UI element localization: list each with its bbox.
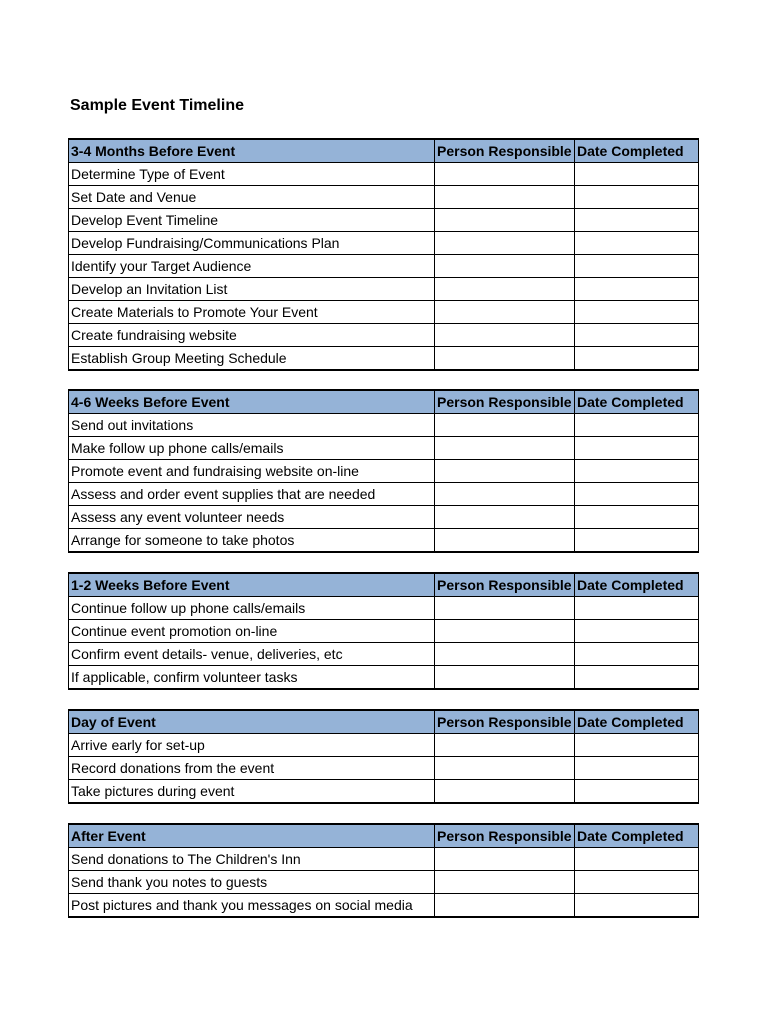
task-row	[69, 324, 699, 347]
task-name: Take pictures during event	[69, 780, 435, 804]
person-responsible-cell[interactable]	[435, 871, 575, 894]
section-table-1-2-weeks-before	[68, 572, 699, 690]
date-completed-cell[interactable]	[575, 597, 699, 620]
person-responsible-cell[interactable]	[435, 186, 575, 209]
task-row	[69, 597, 699, 620]
date-completed-cell[interactable]	[575, 871, 699, 894]
person-responsible-header: Person Responsible	[435, 139, 575, 163]
task-name: Identify your Target Audience	[69, 255, 435, 278]
date-completed-cell[interactable]	[575, 301, 699, 324]
person-responsible-cell[interactable]	[435, 529, 575, 553]
task-row	[69, 209, 699, 232]
task-name: Make follow up phone calls/emails	[69, 437, 435, 460]
date-completed-cell[interactable]	[575, 620, 699, 643]
date-completed-cell[interactable]	[575, 232, 699, 255]
date-completed-cell[interactable]	[575, 734, 699, 757]
person-responsible-header: Person Responsible	[435, 824, 575, 848]
date-completed-cell[interactable]	[575, 163, 699, 186]
task-name: If applicable, confirm volunteer tasks	[69, 666, 435, 690]
section-table-4-6-weeks-before	[68, 389, 699, 553]
person-responsible-cell[interactable]	[435, 278, 575, 301]
task-name: Determine Type of Event	[69, 163, 435, 186]
person-responsible-cell[interactable]	[435, 347, 575, 371]
date-completed-cell[interactable]	[575, 848, 699, 871]
date-completed-cell[interactable]	[575, 529, 699, 553]
date-completed-header: Date Completed	[575, 710, 699, 734]
task-row	[69, 848, 699, 871]
task-row	[69, 620, 699, 643]
task-name: Confirm event details- venue, deliveries, etc	[69, 643, 435, 666]
task-name: Send thank you notes to guests	[69, 871, 435, 894]
task-row	[69, 894, 699, 918]
task-row	[69, 163, 699, 186]
person-responsible-header: Person Responsible	[435, 390, 575, 414]
person-responsible-header: Person Responsible	[435, 573, 575, 597]
task-row	[69, 757, 699, 780]
section-table-day-of-event	[68, 709, 699, 804]
task-row	[69, 347, 699, 371]
task-row	[69, 301, 699, 324]
date-completed-header: Date Completed	[575, 824, 699, 848]
section-header-row	[69, 139, 699, 163]
section-table-after-event	[68, 823, 699, 918]
date-completed-cell[interactable]	[575, 186, 699, 209]
task-row	[69, 734, 699, 757]
task-name: Send donations to The Children's Inn	[69, 848, 435, 871]
task-row	[69, 414, 699, 437]
task-row	[69, 483, 699, 506]
date-completed-cell[interactable]	[575, 780, 699, 804]
person-responsible-cell[interactable]	[435, 848, 575, 871]
person-responsible-cell[interactable]	[435, 506, 575, 529]
task-name: Develop an Invitation List	[69, 278, 435, 301]
section-header-row	[69, 710, 699, 734]
task-row	[69, 232, 699, 255]
task-name: Develop Fundraising/Communications Plan	[69, 232, 435, 255]
section-heading: Day of Event	[69, 710, 435, 734]
task-name: Arrange for someone to take photos	[69, 529, 435, 553]
task-row	[69, 871, 699, 894]
date-completed-cell[interactable]	[575, 483, 699, 506]
section-heading: 3-4 Months Before Event	[69, 139, 435, 163]
date-completed-cell[interactable]	[575, 666, 699, 690]
task-name: Continue follow up phone calls/emails	[69, 597, 435, 620]
section-header-row	[69, 824, 699, 848]
person-responsible-header: Person Responsible	[435, 710, 575, 734]
date-completed-cell[interactable]	[575, 506, 699, 529]
task-row	[69, 780, 699, 804]
person-responsible-cell[interactable]	[435, 620, 575, 643]
person-responsible-cell[interactable]	[435, 255, 575, 278]
person-responsible-cell[interactable]	[435, 163, 575, 186]
date-completed-cell[interactable]	[575, 437, 699, 460]
person-responsible-cell[interactable]	[435, 597, 575, 620]
date-completed-cell[interactable]	[575, 278, 699, 301]
task-name: Continue event promotion on-line	[69, 620, 435, 643]
task-row	[69, 460, 699, 483]
date-completed-cell[interactable]	[575, 255, 699, 278]
task-row	[69, 278, 699, 301]
task-name: Assess and order event supplies that are needed	[69, 483, 435, 506]
person-responsible-cell[interactable]	[435, 780, 575, 804]
date-completed-cell[interactable]	[575, 757, 699, 780]
date-completed-header: Date Completed	[575, 573, 699, 597]
task-name: Create fundraising website	[69, 324, 435, 347]
person-responsible-cell[interactable]	[435, 666, 575, 690]
section-header-row	[69, 390, 699, 414]
person-responsible-cell[interactable]	[435, 757, 575, 780]
task-row	[69, 186, 699, 209]
date-completed-cell[interactable]	[575, 324, 699, 347]
task-name: Record donations from the event	[69, 757, 435, 780]
date-completed-cell[interactable]	[575, 414, 699, 437]
person-responsible-cell[interactable]	[435, 414, 575, 437]
task-row	[69, 255, 699, 278]
section-heading: 4-6 Weeks Before Event	[69, 390, 435, 414]
person-responsible-cell[interactable]	[435, 734, 575, 757]
date-completed-cell[interactable]	[575, 894, 699, 918]
task-row	[69, 643, 699, 666]
person-responsible-cell[interactable]	[435, 209, 575, 232]
section-heading: After Event	[69, 824, 435, 848]
date-completed-cell[interactable]	[575, 643, 699, 666]
task-name: Create Materials to Promote Your Event	[69, 301, 435, 324]
page-title: Sample Event Timeline	[70, 97, 244, 114]
task-row	[69, 666, 699, 690]
section-heading: 1-2 Weeks Before Event	[69, 573, 435, 597]
task-name: Establish Group Meeting Schedule	[69, 347, 435, 371]
section-header-row	[69, 573, 699, 597]
date-completed-cell[interactable]	[575, 209, 699, 232]
task-row	[69, 506, 699, 529]
task-name: Send out invitations	[69, 414, 435, 437]
task-name: Promote event and fundraising website on-line	[69, 460, 435, 483]
task-name: Develop Event Timeline	[69, 209, 435, 232]
person-responsible-cell[interactable]	[435, 301, 575, 324]
person-responsible-cell[interactable]	[435, 894, 575, 918]
person-responsible-cell[interactable]	[435, 324, 575, 347]
task-name: Assess any event volunteer needs	[69, 506, 435, 529]
task-name: Arrive early for set-up	[69, 734, 435, 757]
person-responsible-cell[interactable]	[435, 232, 575, 255]
person-responsible-cell[interactable]	[435, 437, 575, 460]
date-completed-cell[interactable]	[575, 347, 699, 371]
date-completed-cell[interactable]	[575, 460, 699, 483]
date-completed-header: Date Completed	[575, 139, 699, 163]
person-responsible-cell[interactable]	[435, 483, 575, 506]
date-completed-header: Date Completed	[575, 390, 699, 414]
task-name: Set Date and Venue	[69, 186, 435, 209]
person-responsible-cell[interactable]	[435, 643, 575, 666]
person-responsible-cell[interactable]	[435, 460, 575, 483]
task-name: Post pictures and thank you messages on social media	[69, 894, 435, 918]
section-table-3-4-months-before	[68, 138, 699, 371]
task-row	[69, 437, 699, 460]
task-row	[69, 529, 699, 553]
